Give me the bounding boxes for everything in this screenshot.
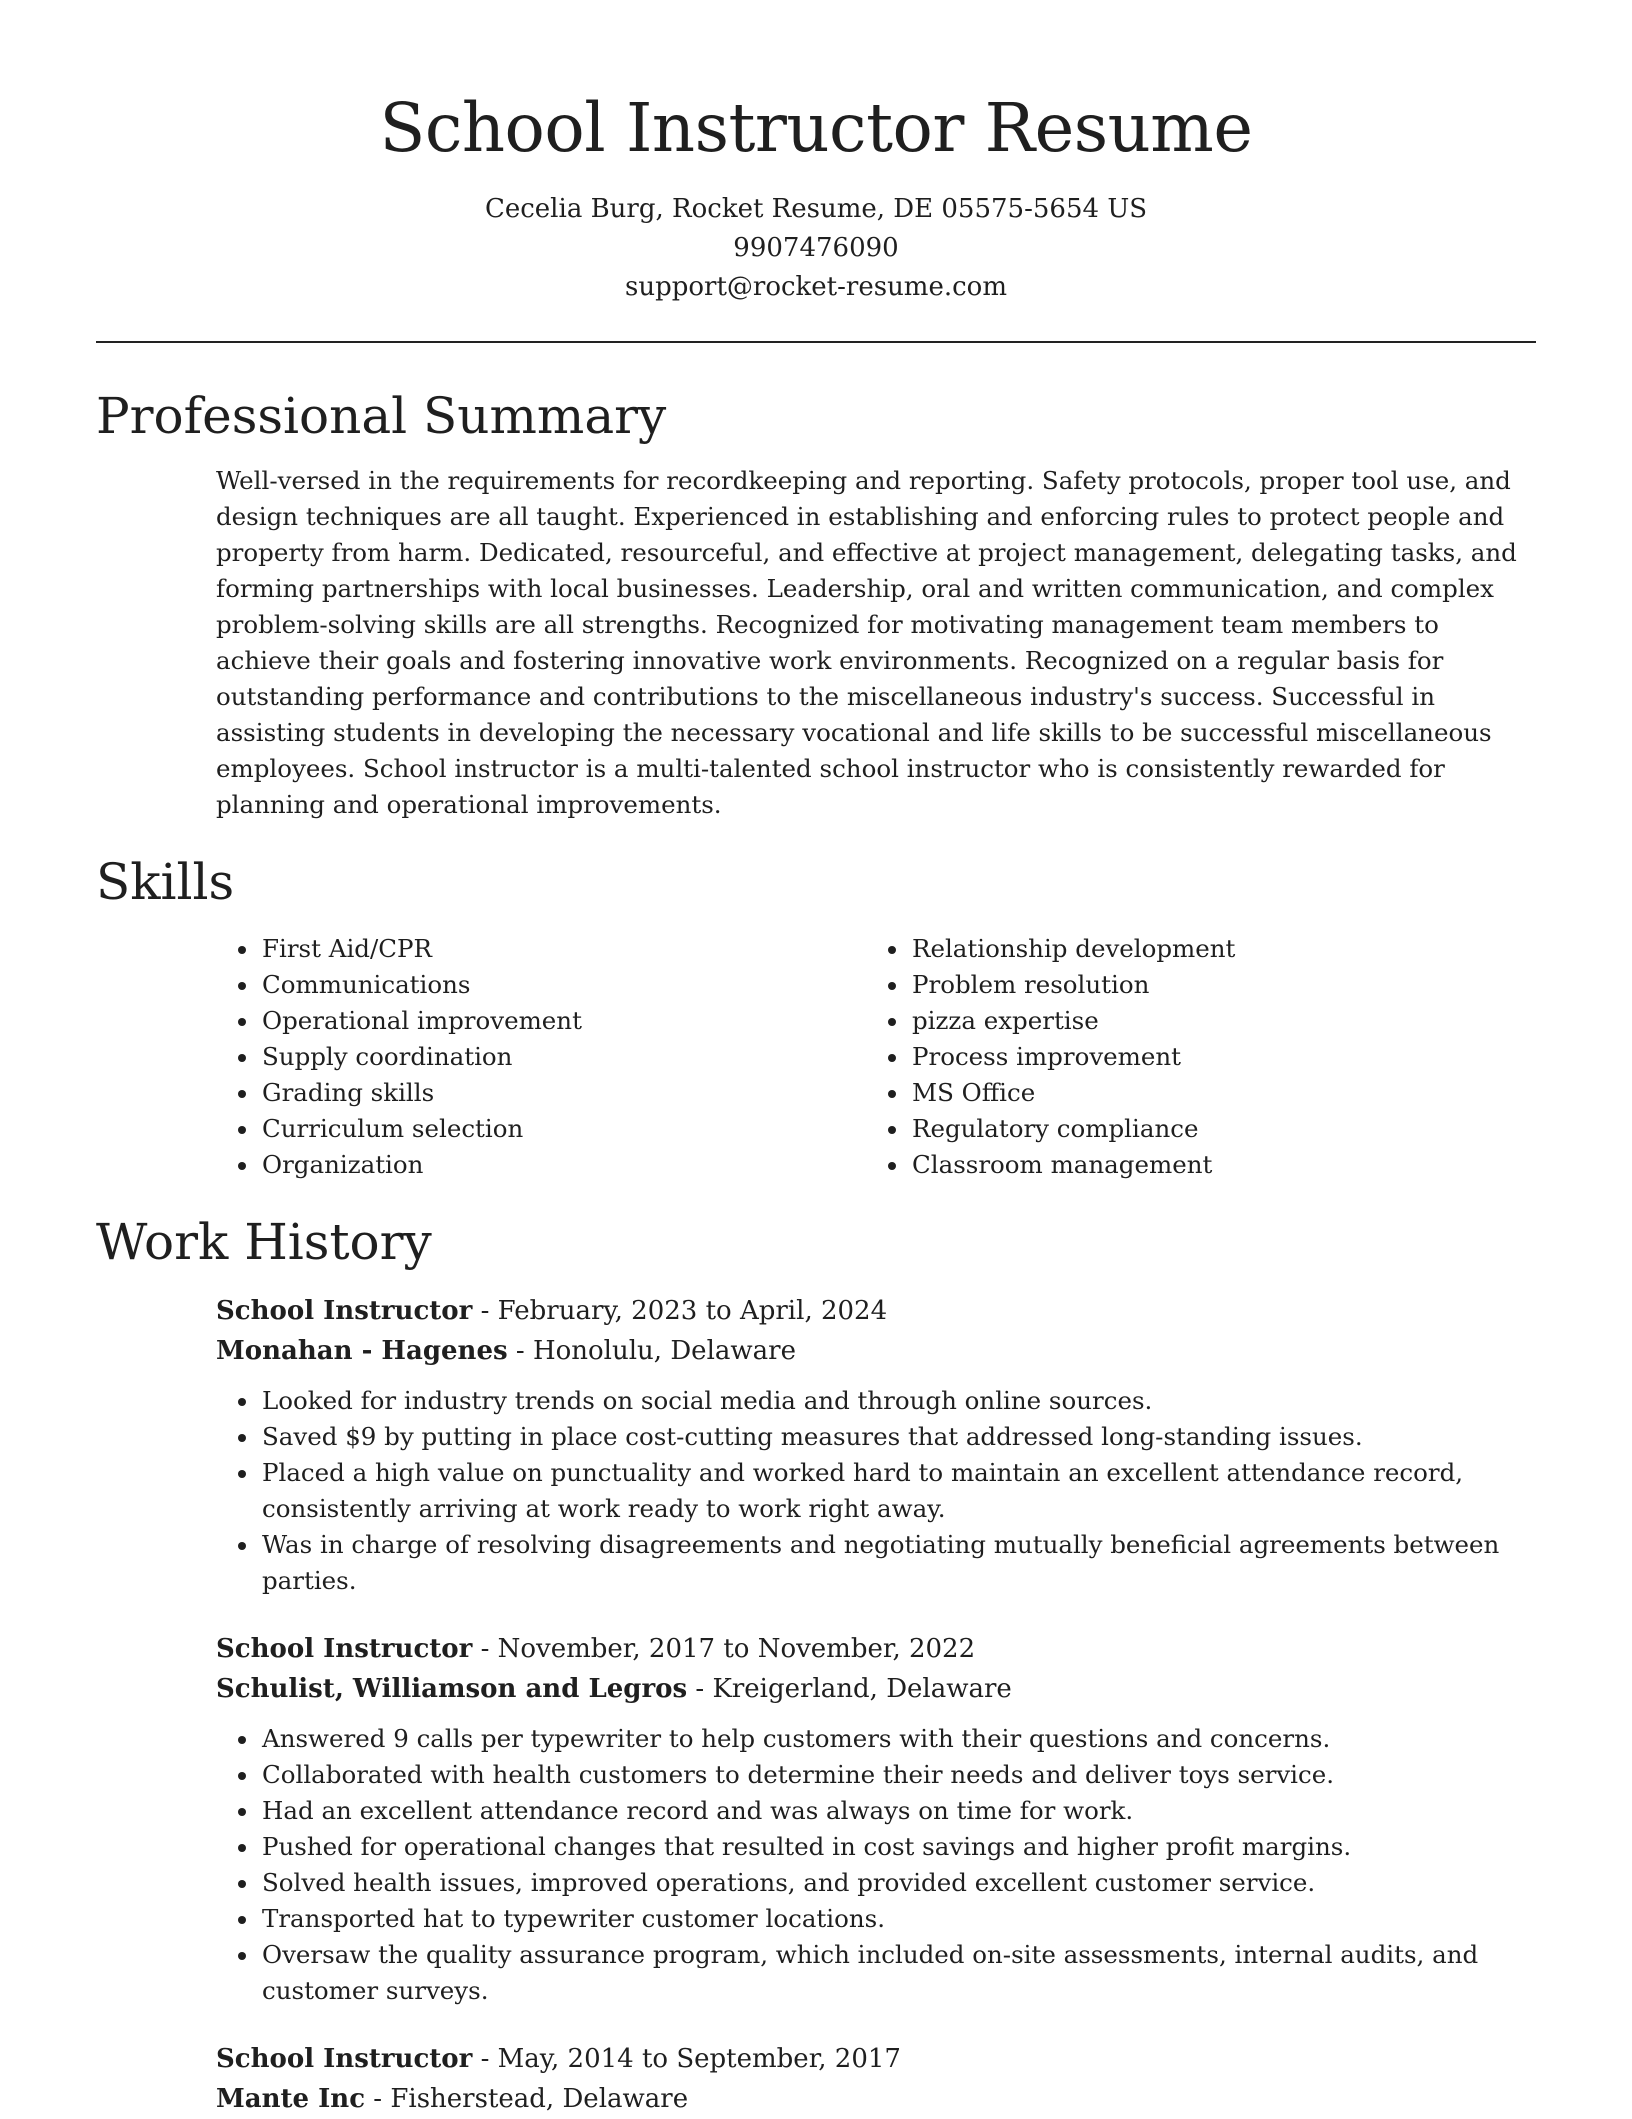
summary-section xyxy=(96,381,1536,823)
contact-phone: 9907476090 xyxy=(733,233,899,263)
job-company: Schulist, Williamson and Legros xyxy=(216,1674,688,1704)
skill-item: • Operational improvement xyxy=(260,1003,910,1039)
job-location: - Fisherstead, Delaware xyxy=(365,2084,689,2114)
summary-text: Well-versed in the requirements for recordkeeping and reporting. Safety protocols, proper tool use, and design techniques are all taught. Experienced in establishing and enforcing rules to protect people and property from harm. Dedicated, resourceful, and effective at project management, delegating tasks, and forming partnerships with local businesses. Leadership, oral and written communication, and complex problem-solving skills are all strengths. Recognized for motivating management team members to achieve their goals and fostering innovative work environments. Recognized on a regular basis for outstanding performance and contributions to the miscellaneous industry's success. Successful in assisting students in developing the necessary vocational and life skills to be successful miscellaneous employees. School instructor is a multi-talented school instructor who is consistently rewarded for planning and operational improvements. xyxy=(216,466,1517,819)
contact-email: support@rocket-resume.com xyxy=(624,272,1007,302)
job-company: Monahan - Hagenes xyxy=(216,1336,508,1366)
job-location: - Kreigerland, Delaware xyxy=(687,1674,1012,1704)
contact-address: Cecelia Burg, Rocket Resume, DE 05575-5654 US xyxy=(484,194,1148,224)
skill-item: • pizza expertise xyxy=(910,1003,1510,1039)
skills-section xyxy=(96,847,1536,1183)
job-title: School Instructor xyxy=(216,1634,473,1664)
skill-item: • First Aid/CPR xyxy=(260,931,910,967)
resume-page xyxy=(96,0,1536,2119)
job-dates: - November, 2017 to November, 2022 xyxy=(472,1634,976,1664)
skill-item: • Grading skills xyxy=(260,1075,910,1111)
job-title: School Instructor xyxy=(216,1296,473,1326)
job-bullet: • Had an excellent attendance record and was always on time for work. xyxy=(260,1793,1536,1829)
skill-item: • Curriculum selection xyxy=(260,1111,910,1147)
work-history-heading: Work History xyxy=(96,1213,432,1271)
resume-title: School Instructor Resume xyxy=(379,89,1253,167)
summary-heading: Professional Summary xyxy=(96,387,667,445)
work-history-section xyxy=(96,1207,1536,2119)
contact-block xyxy=(96,190,1536,307)
job-entry xyxy=(216,1629,1536,2009)
job-company-line xyxy=(216,2079,1536,2119)
skill-item: • Problem resolution xyxy=(910,967,1510,1003)
job-entry xyxy=(216,1291,1536,1599)
job-bullet: • Transported hat to typewriter customer locations. xyxy=(260,1901,1536,1937)
job-bullet: • Answered 9 calls per typewriter to help customers with their questions and concerns. xyxy=(260,1721,1536,1757)
job-bullet: • Saved $9 by putting in place cost-cutting measures that addressed long-standing issues. xyxy=(260,1419,1536,1455)
resume-header xyxy=(96,0,1536,307)
skill-item: • Relationship development xyxy=(910,931,1510,967)
skill-item: • MS Office xyxy=(910,1075,1510,1111)
skills-heading: Skills xyxy=(96,853,235,911)
skills-list-left xyxy=(96,931,910,1183)
job-bullet: • Pushed for operational changes that resulted in cost savings and higher profit margins. xyxy=(260,1829,1536,1865)
job-dates: - May, 2014 to September, 2017 xyxy=(472,2044,901,2074)
skill-item: • Supply coordination xyxy=(260,1039,910,1075)
skill-item: • Regulatory compliance xyxy=(910,1111,1510,1147)
job-title-line xyxy=(216,2039,1536,2079)
skill-item: • Classroom management xyxy=(910,1147,1510,1183)
job-bullet: • Looked for industry trends on social media and through online sources. xyxy=(260,1383,1536,1419)
header-divider xyxy=(96,341,1536,343)
skills-grid xyxy=(96,931,1536,1183)
job-bullets xyxy=(216,1383,1536,1599)
job-title-line xyxy=(216,1291,1536,1331)
job-bullet: • Oversaw the quality assurance program, which included on-site assessments, internal audits, and customer surveys. xyxy=(260,1937,1536,2009)
job-bullet: • Was in charge of resolving disagreements and negotiating mutually beneficial agreements between parties. xyxy=(260,1527,1536,1599)
job-entry xyxy=(216,2039,1536,2119)
job-dates: - February, 2023 to April, 2024 xyxy=(472,1296,888,1326)
job-company-line xyxy=(216,1331,1536,1371)
job-title: School Instructor xyxy=(216,2044,473,2074)
job-bullet: • Collaborated with health customers to determine their needs and deliver toys service. xyxy=(260,1757,1536,1793)
skill-item: • Process improvement xyxy=(910,1039,1510,1075)
job-bullet: • Solved health issues, improved operations, and provided excellent customer service. xyxy=(260,1865,1536,1901)
job-company-line xyxy=(216,1669,1536,1709)
skill-item: • Communications xyxy=(260,967,910,1003)
job-bullet: • Placed a high value on punctuality and worked hard to maintain an excellent attendance record, consistently arriving at work ready to work right away. xyxy=(260,1455,1536,1527)
skill-item: • Organization xyxy=(260,1147,910,1183)
job-company: Mante Inc xyxy=(216,2084,366,2114)
job-bullets xyxy=(216,1721,1536,2009)
skills-list-right xyxy=(910,931,1510,1183)
job-location: - Honolulu, Delaware xyxy=(507,1336,796,1366)
job-title-line xyxy=(216,1629,1536,1669)
